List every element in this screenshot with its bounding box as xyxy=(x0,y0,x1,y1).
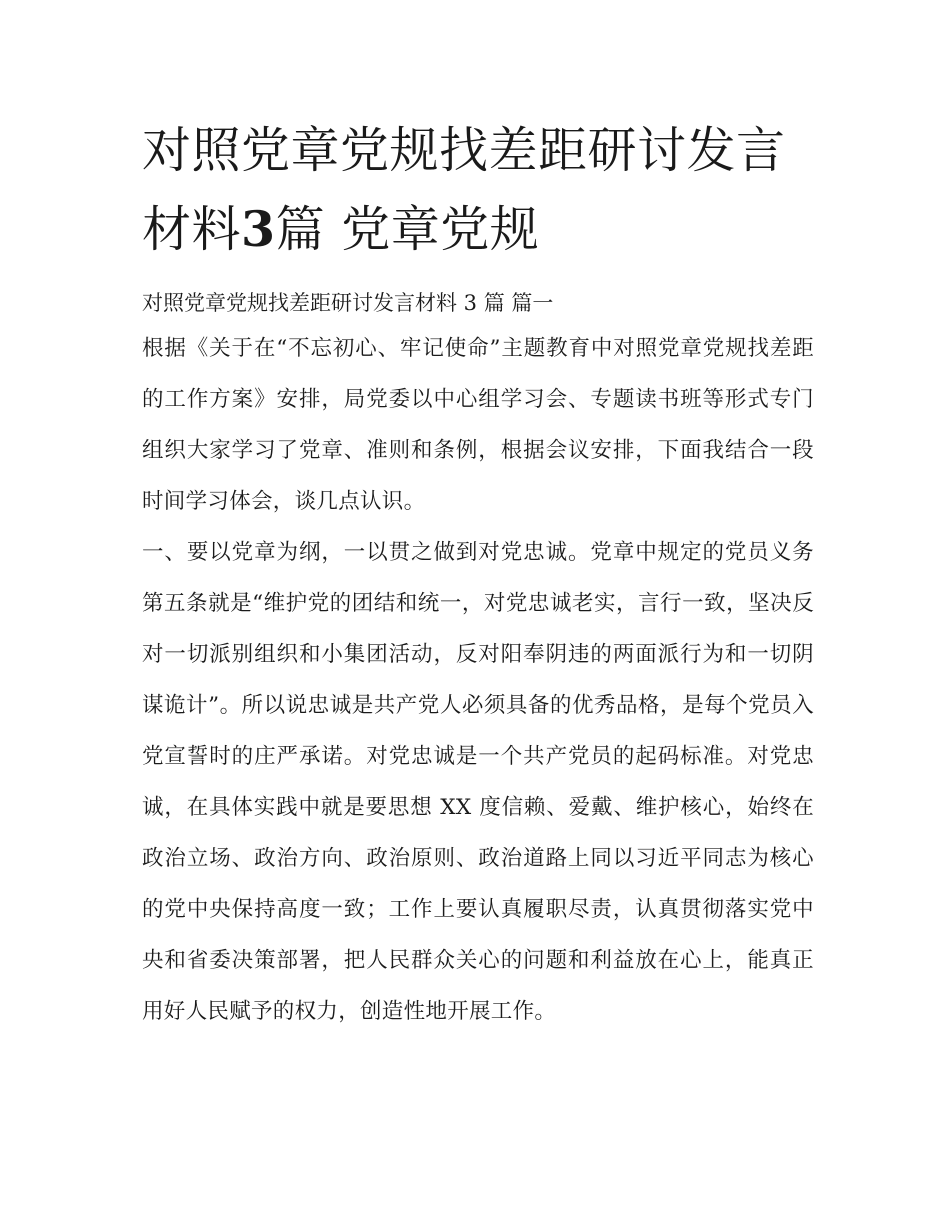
document-body xyxy=(142,112,814,1037)
document-subtitle: 对照党章党规找差距研讨发言材料 3 篇 篇一 xyxy=(142,291,554,315)
title-text-part2: 篇 党章党规 xyxy=(275,201,540,258)
paragraph-intro: 根据《关于在“不忘初心、牢记使命”主题教育中对照党章党规找差距的工作方案》安排，局党委以中心组学习会、专题读书班等形式专门组织大家学习了党章、准则和条例，根据会议安排，下面我结合一段时间学习体会，谈几点认识。 xyxy=(142,336,814,514)
document-title xyxy=(142,112,814,269)
title-text-part1: 对照党章党规找差距研讨发言材料 xyxy=(142,122,786,258)
paragraph-section-one: 一、要以党章为纲，一以贯之做到对党忠诚。党章中规定的党员义务第五条就是“维护党的团结和统一，对党忠诚老实，言行一致，坚决反对一切派别组织和小集团活动，反对阳奉阴违的两面派行为和一切阴谋诡计”。所以说忠诚是共产党人必须具备的优秀品格，是每个党员入党宣誓时的庄严承诺。对党忠诚是一个共产党员的起码标准。对党忠诚，在具体实践中就是要思想 XX 度信赖、爱戴、维护核心，始终在政治立场、政治方向、政治原则、政治道路上同以习近平同志为核心的党中央保持高度一致；工作上要认真履职尽责，认真贯彻落实党中央和省委决策部署，把人民群众关心的问题和利益放在心上，能真正用好人民赋予的权力，创造性地开展工作。 xyxy=(142,540,814,1024)
title-number: 3 xyxy=(241,200,276,258)
